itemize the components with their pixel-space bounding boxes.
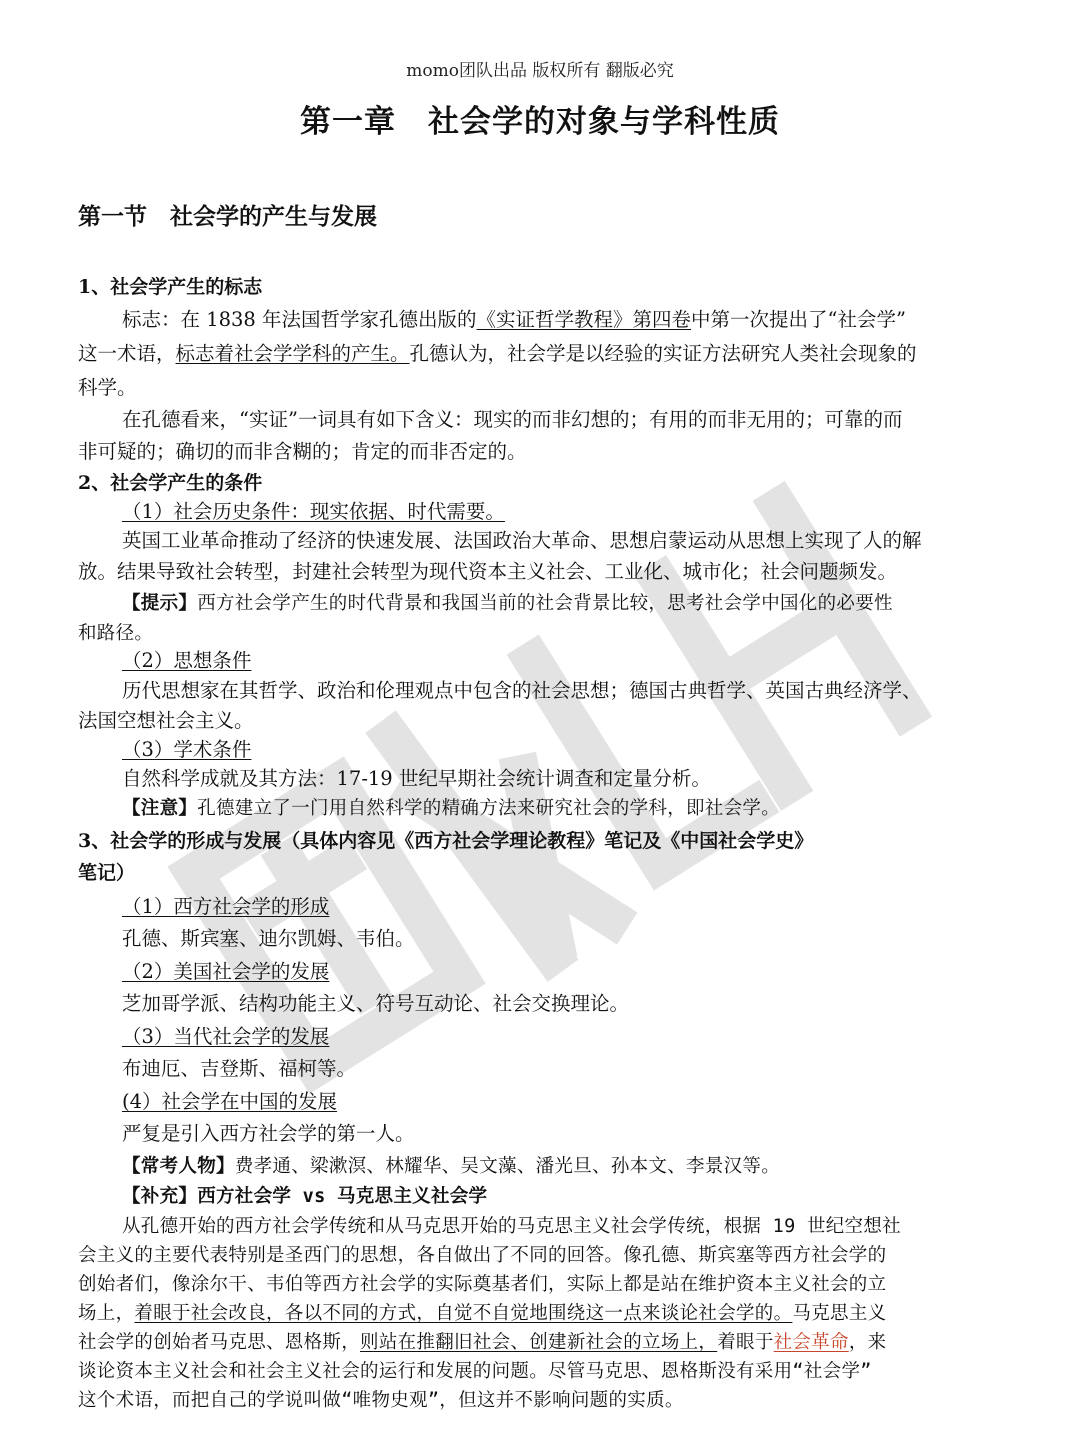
note-text: 孔德建立了一门用自然科学的精确方法来研究社会的学科，即社会学。	[197, 798, 781, 819]
paragraph-line: 英国工业革命推动了经济的快速发展、法国政治大革命、思想启蒙运动从思想上实现了人的解	[122, 529, 922, 552]
paragraph-line: 法国空想社会主义。	[78, 709, 254, 732]
paragraph-line: 从孔德开始的西方社会学传统和从马克思开始的马克思主义社会学传统，根据 19 世纪空想社	[122, 1216, 901, 1237]
tip-line: 和路径。	[78, 623, 154, 644]
underlined-text: 着眼于社会改良，各以不同的方式，自觉不自觉地围绕这一点来谈论社会学的。	[134, 1303, 793, 1324]
note-line	[122, 794, 780, 820]
text-span: ，来	[848, 1332, 887, 1353]
paragraph-line: 严复是引入西方社会学的第一人。	[122, 1122, 415, 1145]
text-span: 孔德认为，社会学是以经验的实证方法研究人类社会现象的	[409, 342, 917, 365]
supplement-label: 【补充】	[122, 1186, 198, 1207]
subheading-thought: （2）思想条件	[122, 649, 252, 672]
people-label: 【常考人物】	[122, 1156, 235, 1177]
subheading-china: (4）社会学在中国的发展	[122, 1090, 338, 1113]
paragraph-line: 芝加哥学派、结构功能主义、符号互动论、社会交换理论。	[122, 992, 630, 1015]
text-span: 马克思主义	[792, 1303, 887, 1324]
copyright-header: momo团队出品 版权所有 翻版必究	[406, 61, 674, 81]
paragraph-line: 孔德、斯宾塞、迪尔凯姆、韦伯。	[122, 927, 415, 950]
paragraph-line: 在孔德看来，“实证”一词具有如下含义：现实的而非幻想的；有用的而非无用的；可靠的而	[122, 408, 903, 431]
underlined-text: 标志着社会学学科的产生。	[175, 342, 410, 365]
paragraph-line: 谈论资本主义社会和社会主义社会的运行和发展的问题。尽管马克思、恩格斯没有采用“社会学”	[78, 1361, 872, 1382]
tip-text: 西方社会学产生的时代背景和我国当前的社会背景比较，思考社会学中国化的必要性	[197, 593, 893, 614]
text-span: 社会学的创始者马克思、恩格斯，	[78, 1332, 361, 1353]
paragraph-line: 创始者们，像涂尔干、韦伯等西方社会学的实际奠基者们，实际上都是站在维护资本主义社会的立	[78, 1274, 887, 1295]
heading-3: 3、社会学的形成与发展（具体内容见《西方社会学理论教程》笔记及《中国社会学史》	[78, 830, 814, 852]
people-line	[122, 1152, 780, 1178]
subheading-western: （1）西方社会学的形成	[122, 895, 330, 918]
text-span: 标志：在 1838 年法国哲学家孔德出版的	[122, 308, 477, 331]
paragraph-line: 科学。	[78, 376, 137, 399]
subheading-contemporary: （3）当代社会学的发展	[122, 1025, 330, 1048]
paragraph-line: 历代思想家在其哲学、政治和伦理观点中包含的社会思想；德国古典哲学、英国古典经济学、	[122, 679, 922, 702]
chapter-title: 第一章 社会学的对象与学科性质	[300, 104, 780, 140]
section-title: 第一节 社会学的产生与发展	[78, 203, 377, 230]
text-span: 这一术语，	[78, 342, 176, 365]
subheading-academic: （3）学术条件	[122, 738, 252, 761]
underlined-text: 《实证哲学教程》第四卷	[476, 308, 692, 331]
tip-label: 【提示】	[122, 593, 198, 614]
note-label: 【注意】	[122, 798, 198, 819]
paragraph-line: 非可疑的；确切的而非含糊的；肯定的而非否定的。	[78, 440, 527, 463]
paragraph-line	[78, 1328, 886, 1354]
text-span: 场上，	[78, 1303, 135, 1324]
paragraph-line: 这个术语，而把自己的学说叫做“唯物史观”，但这并不影响问题的实质。	[78, 1390, 684, 1411]
subheading-american: （2）美国社会学的发展	[122, 960, 330, 983]
paragraph-line	[78, 1299, 886, 1325]
subheading-social-history: （1）社会历史条件：现实依据、时代需要。	[122, 500, 505, 523]
heading-3-cont: 笔记）	[78, 862, 136, 884]
text-span: 中第一次提出了“社会学”	[691, 308, 906, 331]
heading-2: 2、社会学产生的条件	[78, 472, 263, 494]
paragraph-line: 自然科学成就及其方法：17-19 世纪早期社会统计调查和定量分析。	[122, 767, 711, 790]
heading-1: 1、社会学产生的标志	[78, 276, 263, 298]
paragraph-line: 布迪厄、吉登斯、福柯等。	[122, 1057, 357, 1080]
supplement-heading	[122, 1182, 487, 1208]
tip-line	[122, 589, 893, 615]
paragraph-line	[122, 304, 906, 332]
paragraph-line	[78, 338, 917, 366]
underlined-text: 则站在推翻旧社会、创建新社会的立场上，	[360, 1332, 718, 1353]
paragraph-line: 会主义的主要代表特别是圣西门的思想，各自做出了不同的回答。像孔德、斯宾塞等西方社会学的	[78, 1245, 887, 1266]
supplement-title: 西方社会学 vs 马克思主义社会学	[197, 1186, 488, 1207]
highlighted-red-text: 社会革命	[773, 1332, 849, 1353]
text-span: 着眼于	[717, 1332, 774, 1353]
paragraph-line: 放。结果导致社会转型，封建社会转型为现代资本主义社会、工业化、城市化；社会问题频发。	[78, 560, 898, 583]
people-text: 费孝通、梁漱溟、林耀华、吴文藻、潘光旦、孙本文、李景汉等。	[234, 1156, 781, 1177]
